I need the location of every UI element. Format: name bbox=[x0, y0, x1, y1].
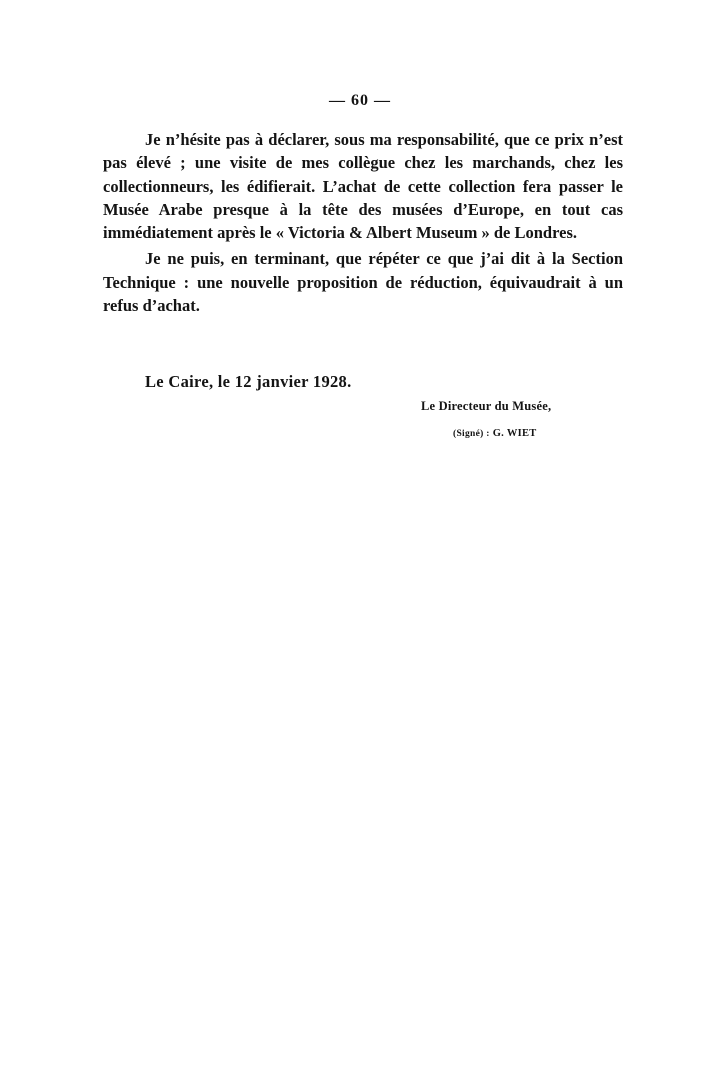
signature-title: Le Directeur du Musée, bbox=[421, 399, 552, 413]
letter-body bbox=[103, 128, 623, 322]
signature-block bbox=[453, 428, 537, 439]
date-line: Le Caire, le 12 janvier 1928. bbox=[145, 372, 352, 391]
paragraph-reduction-warning: Je ne puis, en terminant, que répéter ce que j’ai dit à la Section Technique : une nouvelle proposition de réduction, équivaudrait à un refus d’achat. bbox=[103, 249, 623, 316]
signature-prefix: (Signé) : bbox=[453, 429, 490, 439]
signature-name: G. WIET bbox=[492, 428, 537, 439]
paragraph-price-justification: Je n’hésite pas à déclarer, sous ma responsabilité, que ce prix n’est pas élevé ; une visite de mes collègue chez les marchands, chez les collectionneurs, les édifierait. L’achat de cette collection fera passer le Musée Arabe presque à la tête des musées d’Europe, en tout cas immédiatement après le « Victoria & Albert Museum » de Londres. bbox=[103, 130, 623, 243]
page-number: — 60 — bbox=[329, 92, 391, 109]
